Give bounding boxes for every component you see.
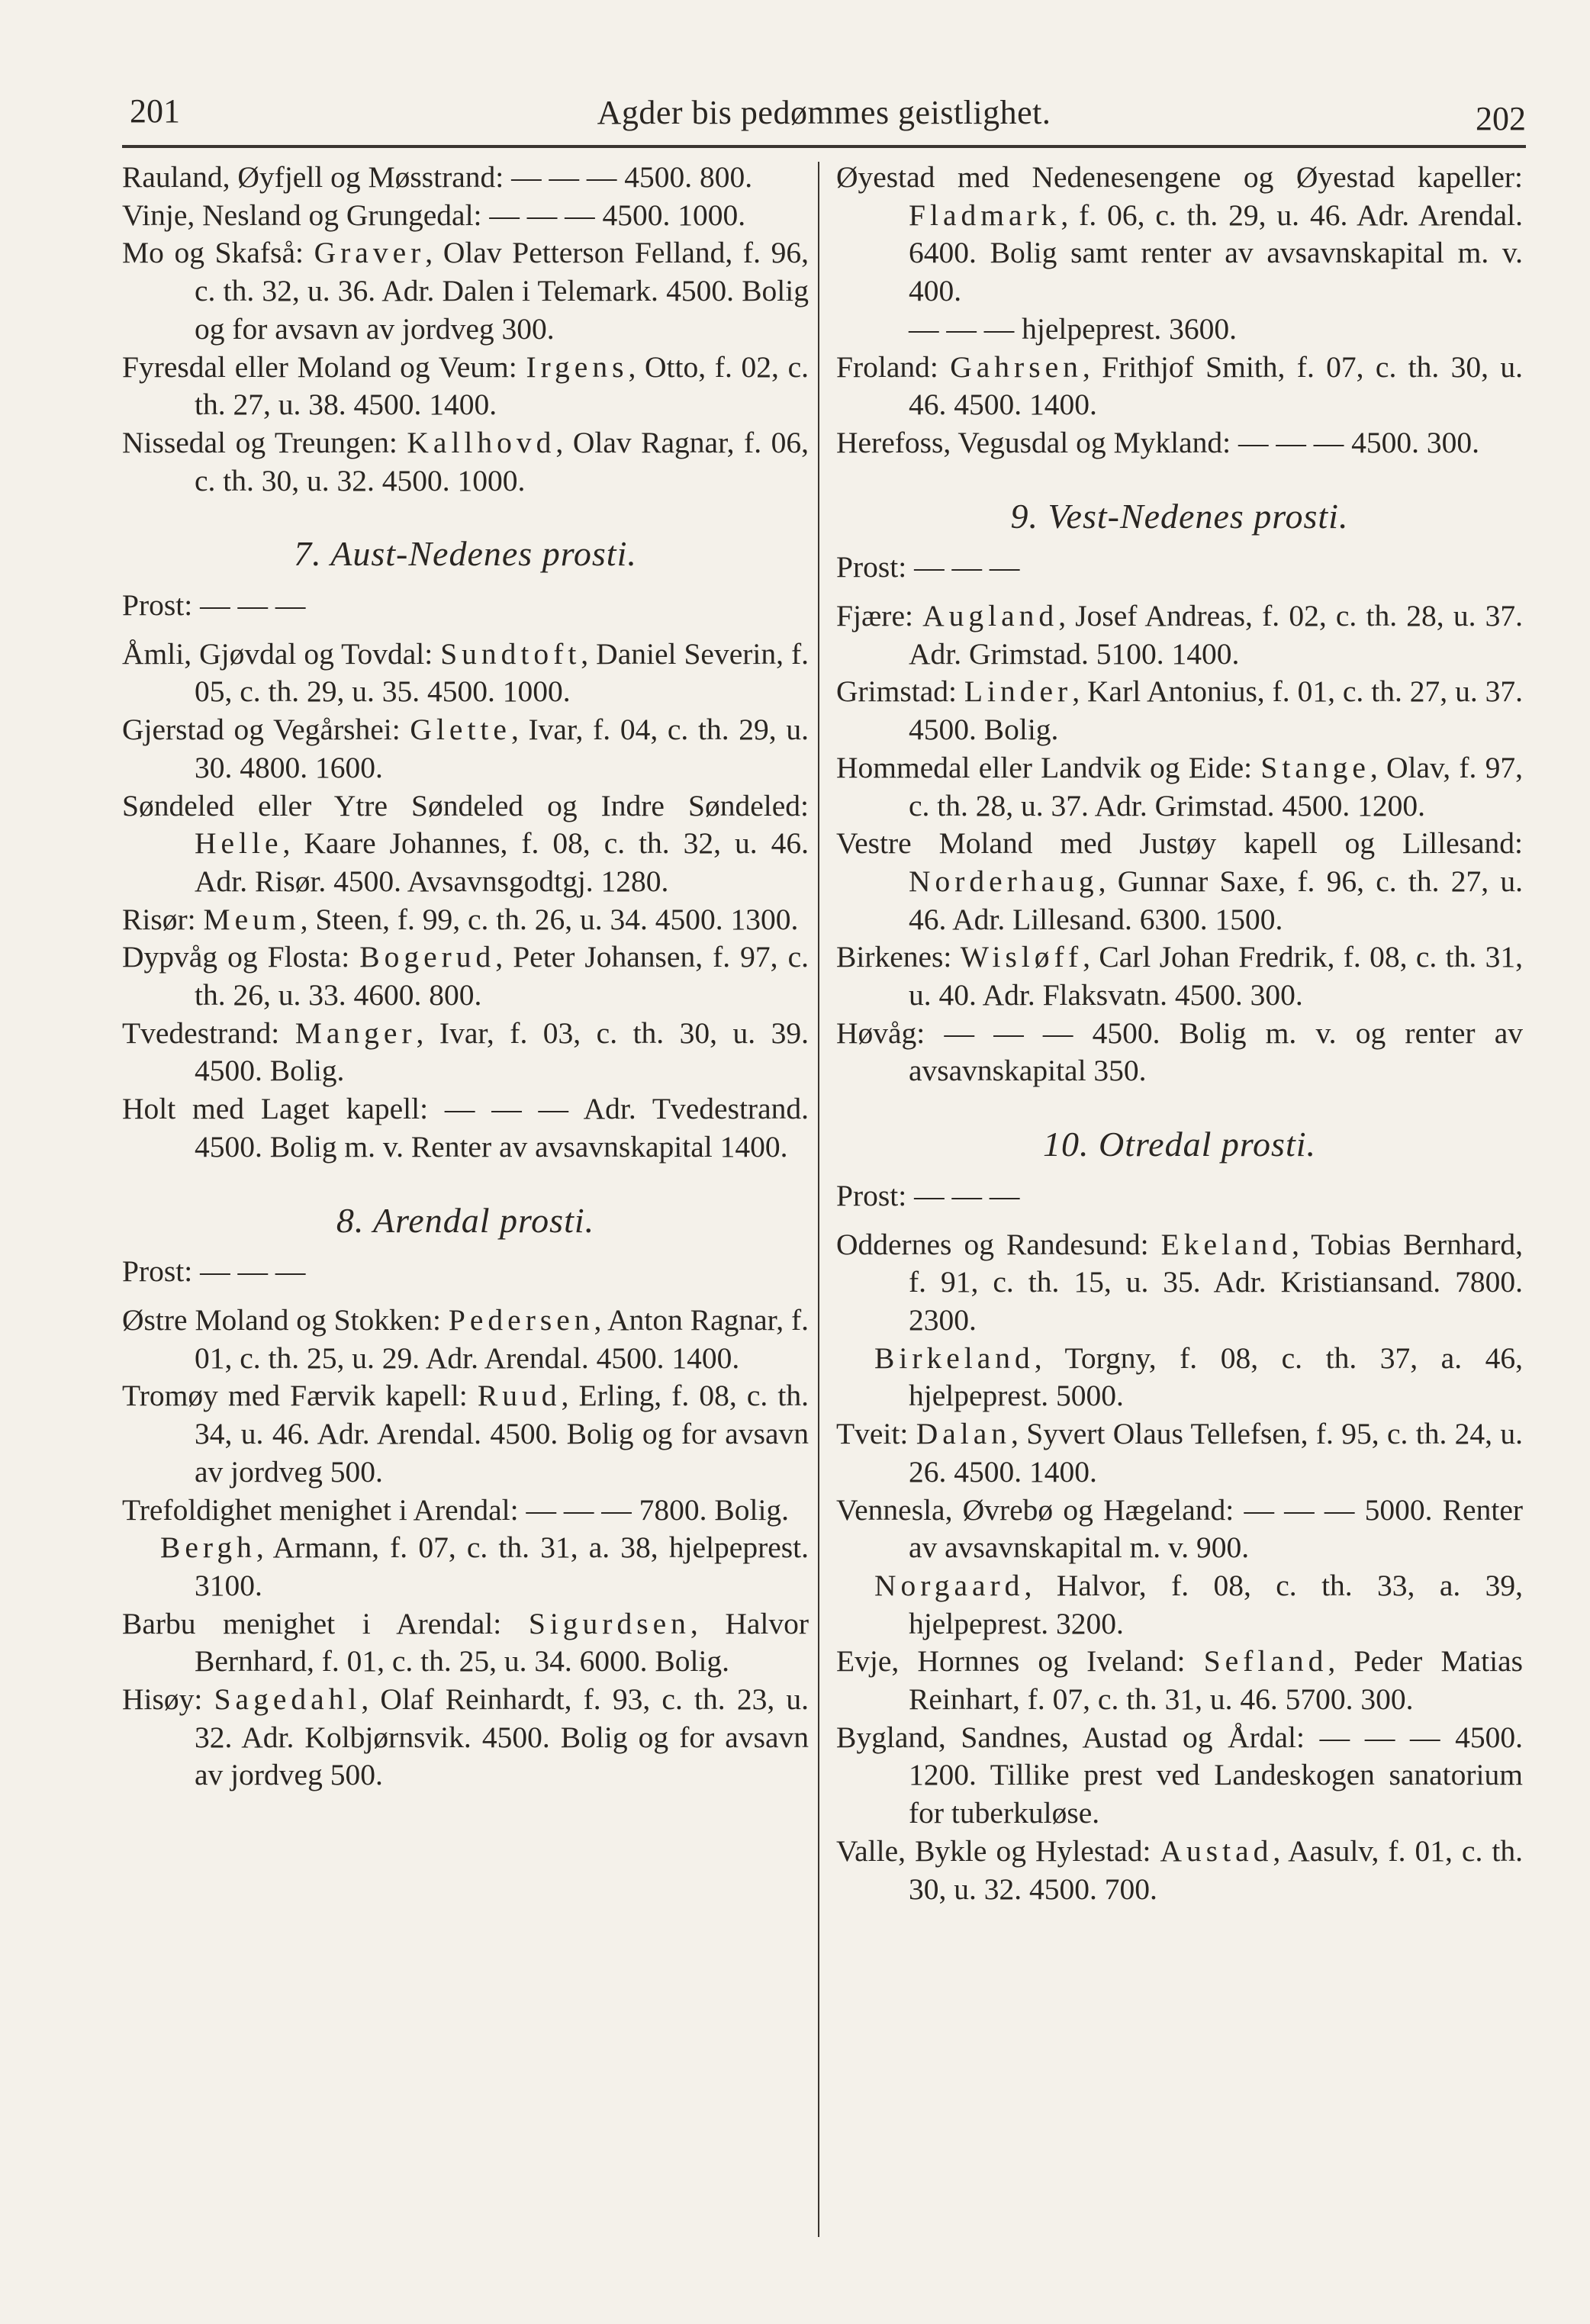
entry-fjaere: Fjære: Augland, Josef Andreas, f. 02, c. th. 28, u. 37. Adr. Grimstad. 5100. 1400. [836,599,1523,671]
entry-mo: Mo og Skafså: Graver, Olav Petterson Felland, f. 96, c. th. 32, u. 36. Adr. Dalen i Telemark. 4500. Bolig og for avsavn av jordveg 300. [122,236,809,346]
entry-ostre-moland: Østre Moland og Stokken: Pedersen, Anton Ragnar, f. 01, c. th. 25, u. 29. Adr. Arendal. 4500. 1400. [122,1302,809,1375]
entry-oyestad-hjelpeprest: — — — hjelpeprest. 3600. [909,311,1238,346]
header-rule [122,145,1526,148]
prost-line-8: Prost: — — — [122,1254,306,1289]
entry-vennesla: Vennesla, Øvrebø og Hægeland: — — — 5000. Renter av avsavnskapital m. v. 900. [836,1492,1524,1565]
entry-hisoy: Hisøy: Sagedahl, Olaf Reinhardt, f. 93, c. th. 23, u. 32. Adr. Kolbjørnsvik. 4500. Bolig og for avsavn av jordveg 500. [122,1682,809,1792]
entry-froland: Froland: Gahrsen, Frithjof Smith, f. 07, c. th. 30, u. 46. 4500. 1400. [836,349,1524,422]
entry-holt: Holt med Laget kapell: — — — Adr. Tvedestrand. 4500. Bolig m. v. Renter av avsavnskapital 1400. [122,1092,809,1164]
entry-hovag: Høvåg: — — — 4500. Bolig m. v. og renter av avsavnskapital 350. [836,1016,1523,1088]
left-column [122,159,809,1795]
entry-trefoldighet: Trefoldighet menighet i Arendal: — — — 7800. Bolig. [122,1492,790,1527]
entry-rauland: Rauland, Øyfjell og Møsstrand: — — — 4500. 800. [122,160,753,194]
entry-tvedestrand: Tvedestrand: Manger, Ivar, f. 03, c. th. 30, u. 39. 4500. Bolig. [122,1016,809,1088]
entry-barbu: Barbu menighet i Arendal: Sigurdsen, Halvor Bernhard, f. 01, c. th. 25, u. 34. 6000. Bolig. [122,1606,809,1679]
entry-tromoy: Tromøy med Færvik kapell: Ruud, Erling, f. 08, c. th. 34, u. 46. Adr. Arendal. 4500. Bolig og for avsavn av jordveg 500. [122,1379,809,1489]
prost-line-10: Prost: — — — [836,1178,1020,1212]
entry-vinje: Vinje, Nesland og Grungedal: — — — 4500. 1000. [122,198,746,232]
entry-birkenes: Birkenes: Wisløff, Carl Johan Fredrik, f. 08, c. th. 31, u. 40. Adr. Flaksvatn. 4500. 300. [836,940,1524,1012]
right-column [836,159,1523,1908]
entry-norgaard: Norgaard, Halvor, f. 08, c. th. 33, a. 39, hjelpeprest. 3200. [874,1568,1523,1640]
entry-oyestad: Øyestad med Nedenesengene og Øyestad kapeller: Fladmark, f. 06, c. th. 29, u. 46. Adr. Arendal. 6400. Bolig samt renter av avsavnskapital m. v. 400. [836,160,1523,308]
entry-nissedal: Nissedal og Treungen: Kallhovd, Olav Ragnar, f. 06, c. th. 30, u. 32. 4500. 1000. [122,425,809,497]
section-heading-10: 10. Otredal prosti. [1042,1125,1317,1164]
section-heading-8: 8. Arendal prosti. [336,1200,595,1240]
entry-valle: Valle, Bykle og Hylestad: Austad, Aasulv, f. 01, c. th. 30, u. 32. 4500. 700. [836,1833,1523,1906]
section-heading-9: 9. Vest-Nedenes prosti. [1010,496,1349,536]
entry-tveit: Tveit: Dalan, Syvert Olaus Tellefsen, f. 95, c. th. 24, u. 26. 4500. 1400. [836,1417,1524,1489]
prost-line-9: Prost: — — — [836,550,1020,584]
entry-grimstad: Grimstad: Linder, Karl Antonius, f. 01, c. th. 27, u. 37. 4500. Bolig. [836,674,1524,747]
entry-hommedal: Hommedal eller Landvik og Eide: Stange, Olav, f. 97, c. th. 28, u. 37. Adr. Grimstad. 4500. 1200. [836,750,1523,822]
entry-fyresdal: Fyresdal eller Moland og Veum: Irgens, Otto, f. 02, c. th. 27, u. 38. 4500. 1400. [122,349,809,422]
entry-bergh: Bergh, Armann, f. 07, c. th. 31, a. 38, hjelpeprest. 3100. [160,1531,809,1602]
entry-vestre-moland: Vestre Moland med Justøy kapell og Lillesand: Norderhaug, Gunnar Saxe, f. 96, c. th. 27, u. 46. Adr. Lillesand. 6300. 1500. [836,826,1523,936]
entry-amli: Åmli, Gjøvdal og Tovdal: Sundtoft, Daniel Severin, f. 05, c. th. 29, u. 35. 4500. 1000. [122,636,809,709]
entry-herefoss: Herefoss, Vegusdal og Mykland: — — — 4500. 300. [836,425,1479,459]
entry-risor: Risør: Meum, Steen, f. 99, c. th. 26, u. 34. 4500. 1300. [122,902,799,936]
entry-dypvag: Dypvåg og Flosta: Bogerud, Peter Johansen, f. 97, c. th. 26, u. 33. 4600. 800. [122,940,809,1012]
column-divider [818,162,819,2237]
entry-oddernes: Oddernes og Randesund: Ekeland, Tobias Bernhard, f. 91, c. th. 15, u. 35. Adr. Kristiansand. 7800. 2300. [836,1227,1523,1337]
page-number-right: 202 [1476,100,1526,137]
entry-evje: Evje, Hornnes og Iveland: Sefland, Peder Matias Reinhart, f. 07, c. th. 31, u. 46. 5700. 300. [836,1644,1524,1717]
prost-line-7: Prost: — — — [122,588,306,623]
entry-bygland: Bygland, Sandnes, Austad og Årdal: — — — 4500. 1200. Tillike prest ved Landeskogen sanatorium for tuberkuløse. [836,1720,1523,1830]
running-title: Agder bis pedømmes geistlighet. [597,94,1051,131]
page-number-left: 201 [130,92,180,130]
entry-sondeled: Søndeled eller Ytre Søndeled og Indre Søndeled: Helle, Kaare Johannes, f. 08, c. th. 32, u. 46. Adr. Risør. 4500. Avsavnsgodtgj. 1280. [122,788,809,898]
entry-gjerstad: Gjerstad og Vegårshei: Glette, Ivar, f. 04, c. th. 29, u. 30. 4800. 1600. [122,713,809,784]
entry-birkeland: Birkeland, Torgny, f. 08, c. th. 37, a. 46, hjelpeprest. 5000. [874,1341,1523,1413]
section-heading-7: 7. Aust-Nedenes prosti. [294,534,637,574]
page-header [122,85,1526,139]
